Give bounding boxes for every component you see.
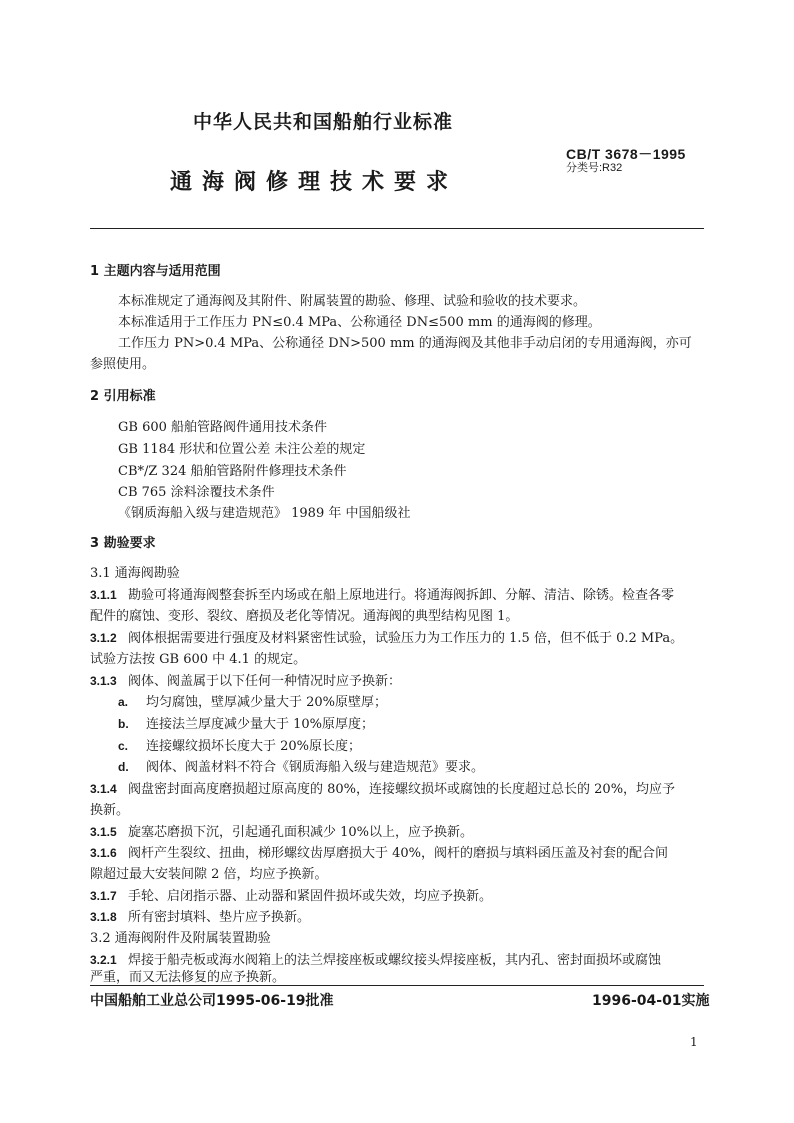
item-number: 3.1.3 bbox=[90, 674, 117, 688]
item-number: 3.1.4 bbox=[90, 782, 117, 796]
page-number: 1 bbox=[690, 1035, 698, 1049]
reference-item: CB 765 涂料涂覆技术条件 bbox=[118, 485, 275, 500]
item-3-1-6-cont: 隙超过最大安装间隙 2 倍，均应予换新。 bbox=[90, 867, 328, 882]
item-3-1-7 bbox=[90, 885, 492, 904]
sub-item-mark: d. bbox=[118, 760, 129, 774]
sub-item-mark: b. bbox=[118, 717, 129, 731]
item-number: 3.1.1 bbox=[90, 588, 117, 602]
subsection-3-2: 3.2 通海阀附件及附属装置勘验 bbox=[90, 931, 271, 946]
sub-item-c bbox=[118, 735, 361, 754]
s1-para-2: 本标准适用于工作压力 PN≤0.4 MPa、公称通径 DN≤500 mm 的通海阀的修理。 bbox=[118, 315, 601, 330]
s1-para-1: 本标准规定了通海阀及其附件、附属装置的勘验、修理、试验和验收的技术要求。 bbox=[118, 294, 587, 309]
item-3-1-5 bbox=[90, 821, 473, 840]
standard-body: 中华人民共和国船舶行业标准 bbox=[193, 111, 454, 133]
item-number: 3.1.7 bbox=[90, 889, 117, 903]
item-3-1-8 bbox=[90, 906, 310, 925]
sub-item-text: 阀体、阀盖材料不符合《钢质海船入级与建造规范》要求。 bbox=[146, 760, 485, 775]
sub-item-a bbox=[118, 691, 387, 710]
sub-item-mark: a. bbox=[118, 695, 129, 709]
section-1-heading: 1 主题内容与适用范围 bbox=[90, 264, 221, 279]
item-text: 阀杆产生裂纹、扭曲，梯形螺纹齿厚磨损大于 40%，阀杆的磨损与填料函压盖及衬套的配合间 bbox=[128, 846, 669, 861]
item-text: 旋塞芯磨损下沉，引起通孔面积减少 10%以上，应予换新。 bbox=[128, 825, 474, 840]
reference-item: GB 600 船舶管路阀件通用技术条件 bbox=[118, 420, 328, 435]
item-text: 阀体根据需要进行强度及材料紧密性试验，试验压力为工作压力的 1.5 倍，但不低于 0.2 MPa。 bbox=[128, 631, 684, 646]
item-3-1-2 bbox=[90, 627, 683, 646]
section-2-heading: 2 引用标准 bbox=[90, 389, 156, 404]
item-3-1-3 bbox=[90, 670, 401, 689]
sub-item-mark: c. bbox=[118, 739, 129, 753]
item-text: 手轮、启闭指示器、止动器和紧固件损坏或失效，均应予换新。 bbox=[128, 889, 493, 904]
sub-item-text: 连接螺纹损坏长度大于 20%原长度； bbox=[146, 739, 362, 754]
item-3-1-1 bbox=[90, 584, 674, 603]
approval-statement: 中国船舶工业总公司1995-06-19批准 bbox=[90, 993, 334, 1009]
item-text: 焊接于船壳板或海水阀箱上的法兰焊接座板或螺纹接头焊接座板，其内孔、密封面损坏或腐蚀 bbox=[128, 953, 662, 968]
classification-number: 分类号:R32 bbox=[566, 162, 623, 174]
reference-item: GB 1184 形状和位置公差 未注公差的规定 bbox=[118, 442, 366, 457]
s1-para-3: 工作压力 PN>0.4 MPa、公称通径 DN>500 mm 的通海阀及其他非手动启闭的专用通海阀，亦可 bbox=[118, 336, 692, 351]
item-number: 3.1.6 bbox=[90, 846, 117, 860]
sub-item-d bbox=[118, 756, 484, 775]
item-text: 阀体、阀盖属于以下任何一种情况时应予换新： bbox=[128, 674, 402, 689]
item-3-1-6 bbox=[90, 842, 668, 861]
reference-item: CB*/Z 324 船舶管路附件修理技术条件 bbox=[118, 464, 347, 479]
item-3-1-2-cont: 试验方法按 GB 600 中 4.1 的规定。 bbox=[90, 652, 307, 667]
item-3-2-1-cont: 严重，而又无法修复的应予换新。 bbox=[90, 970, 286, 985]
item-number: 3.1.5 bbox=[90, 825, 117, 839]
item-text: 勘验可将通海阀整套拆至内场或在船上原地进行。将通海阀拆卸、分解、清洁、除锈。检查各零 bbox=[128, 588, 675, 603]
item-3-1-1-cont: 配件的腐蚀、变形、裂纹、磨损及老化等情况。通海阀的典型结构见图 1。 bbox=[90, 609, 519, 624]
item-text: 阀盘密封面高度磨损超过原高度的 80%，连接螺纹损坏或腐蚀的长度超过总长的 20%，均应予 bbox=[128, 782, 676, 797]
sub-item-b bbox=[118, 713, 374, 732]
effective-date: 1996-04-01实施 bbox=[592, 993, 710, 1009]
item-3-1-4 bbox=[90, 778, 675, 797]
subsection-3-1: 3.1 通海阀勘验 bbox=[90, 566, 180, 581]
header-divider bbox=[90, 228, 704, 229]
footer-divider bbox=[90, 985, 704, 986]
item-3-1-4-cont: 换新。 bbox=[90, 803, 130, 818]
sub-item-text: 连接法兰厚度减少量大于 10%原厚度； bbox=[146, 717, 375, 732]
reference-item: 《钢质海船入级与建造规范》 1989 年 中国船级社 bbox=[118, 506, 411, 521]
item-number: 3.1.8 bbox=[90, 910, 117, 924]
item-text: 所有密封填料、垫片应予换新。 bbox=[128, 910, 311, 925]
document-title: 通海阀修理技术要求 bbox=[170, 170, 459, 195]
s1-para-3-cont: 参照使用。 bbox=[90, 357, 156, 372]
sub-item-text: 均匀腐蚀，壁厚减少量大于 20%原壁厚； bbox=[146, 695, 388, 710]
item-number: 3.2.1 bbox=[90, 953, 117, 967]
standard-code: CB/T 3678－1995 bbox=[566, 146, 686, 162]
item-number: 3.1.2 bbox=[90, 631, 117, 645]
section-3-heading: 3 勘验要求 bbox=[90, 536, 156, 551]
